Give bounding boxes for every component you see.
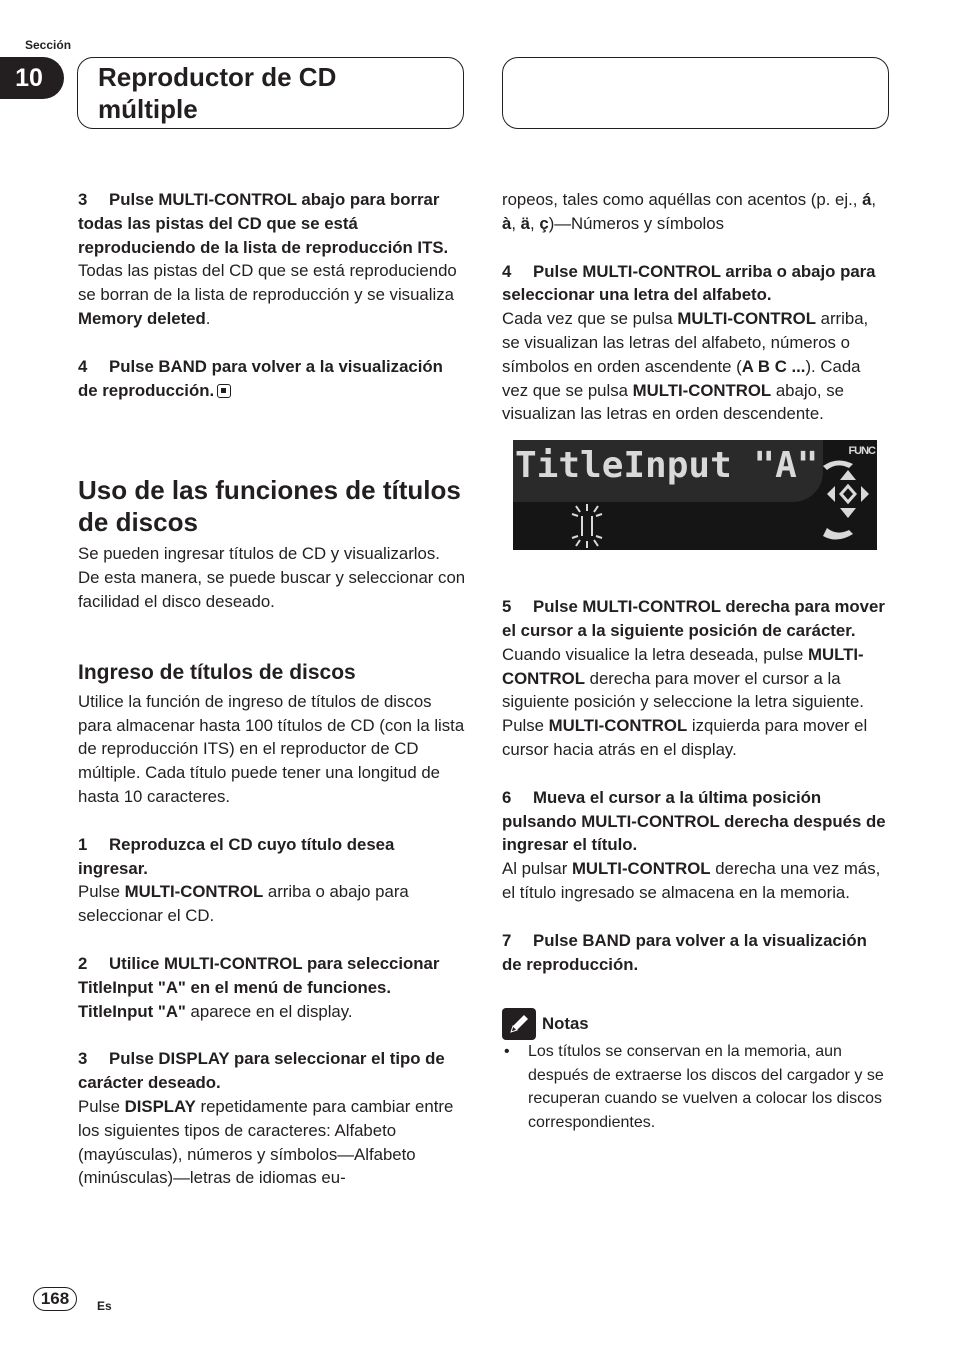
continued-text: ropeos, tales como aquéllas con acentos (p. ej., á, à, ä, ç)—Números y símbolos	[502, 190, 877, 233]
multi-control-pad-icon	[819, 458, 877, 540]
body-text: arriba o abajo para seleccionar el CD.	[78, 882, 409, 926]
step-3-title	[78, 1047, 466, 1095]
body-text: repetidamente para cambiar entre los siguientes tipos de caracteres: Alfabeto (mayúsculas), números y símbolos—Alfabeto (minúsculas)—letras de idiomas eu-	[78, 1096, 454, 1188]
end-mark-icon	[217, 384, 231, 398]
body-text: Pulse	[78, 882, 125, 902]
section-title: Reproductor de CD múltiple	[98, 62, 337, 124]
step-5-title	[502, 595, 890, 643]
page-number: 168	[33, 1287, 77, 1311]
step-2-body	[78, 1000, 466, 1024]
left-column	[78, 188, 466, 1190]
button-name: MULTI-CONTROL	[502, 644, 864, 688]
notes-header	[502, 1008, 890, 1040]
body-text: derecha una vez más, el título ingresado se almacena en la memoria.	[502, 859, 881, 902]
step-text: Pulse MULTI-CONTROL abajo para borrar todas las pistas del CD que se está reproduciendo de la lista de reproducción ITS.	[78, 190, 449, 257]
notes-title: Notas	[542, 1014, 589, 1034]
empty-header-box	[502, 57, 889, 129]
body-text: izquierda para mover el cursor hacia atrás en el display.	[502, 716, 868, 759]
body-text: ropeos, tales como aquéllas con acentos (p. ej.,	[502, 190, 863, 209]
body-text: ). Cada vez que se pulsa	[502, 356, 861, 400]
step-number: 7	[502, 930, 512, 950]
step-4-body	[502, 307, 890, 426]
step-7-title	[502, 929, 890, 977]
blinking-cursor-icon	[568, 502, 606, 548]
right-column	[502, 188, 890, 1134]
step-4-title	[502, 260, 890, 308]
lcd-func-label: FUNC	[848, 445, 875, 458]
body-text: Pulse	[78, 1096, 125, 1116]
step-text: Reproduzca el CD cuyo título desea ingresar.	[78, 834, 395, 878]
body-text: .	[205, 308, 211, 328]
heading-title-functions: Uso de las funciones de títulos de discos	[78, 475, 461, 538]
pencil-icon	[502, 1008, 536, 1040]
step-1-title	[78, 833, 466, 881]
step-text: Pulse BAND para volver a la visualización de reproducción.	[502, 930, 867, 974]
subheading-body: Utilice la función de ingreso de títulos de discos para almacenar hasta 100 títulos de CD (con la lista de reproducción ITS) en el reproductor de CD múltiple. Cada título puede tener una longitud de hasta 10 caracteres.	[78, 691, 465, 806]
step-text: Utilice MULTI-CONTROL para seleccionar TitleInput "A" en el menú de funciones.	[78, 953, 440, 997]
lcd-display-image	[513, 440, 877, 550]
body-text: derecha para mover el cursor a la siguiente posición y seleccione la letra siguiente. Pulse	[502, 668, 864, 736]
step-1-body	[78, 880, 466, 928]
step-6-title	[502, 786, 890, 857]
step-3-body	[78, 1095, 466, 1190]
body-text: Cada vez que se pulsa	[502, 309, 678, 329]
subheading-title-input: Ingreso de títulos de discos	[78, 660, 356, 684]
button-name: MULTI-CONTROL	[677, 309, 816, 329]
accent-char: á	[862, 190, 872, 209]
step-5-body	[502, 643, 890, 762]
step-2-title	[78, 952, 466, 1000]
step-4-band-title	[78, 355, 466, 403]
display-message: TitleInput "A"	[78, 1001, 186, 1021]
body-text: arriba, se visualizan las letras del alfabeto, números o símbolos en orden ascendente (	[502, 309, 869, 376]
sequence-text: A B C ...	[741, 356, 806, 376]
body-text: aparece en el display.	[185, 1001, 353, 1021]
accent-char: ç	[539, 213, 549, 233]
button-name: MULTI-CONTROL	[548, 716, 688, 736]
step-text: Mueva el cursor a la última posición pulsando MULTI-CONTROL derecha después de ingresar el título.	[502, 787, 886, 855]
step-text: Pulse MULTI-CONTROL arriba o abajo para seleccionar una letra del alfabeto.	[502, 261, 876, 305]
lcd-text: TitleInput "A"	[515, 445, 819, 487]
accent-char: ä	[520, 213, 531, 233]
accent-char: à	[502, 213, 512, 233]
note-item: • Los títulos se conservan en la memoria, aun después de extraerse los discos del cargador y se recuperan cuando se vuelven a colocar los discos correspondientes.	[502, 1040, 890, 1134]
step-number: 4	[502, 261, 512, 281]
step-number: 3	[78, 1049, 88, 1069]
button-name: DISPLAY	[124, 1096, 196, 1116]
step-number: 3	[78, 190, 88, 209]
display-message: Memory deleted	[78, 308, 206, 328]
step-text: Pulse DISPLAY para seleccionar el tipo de carácter deseado.	[78, 1049, 445, 1093]
section-number-tab: 10	[0, 57, 64, 99]
body-text: abajo, se visualizan las letras en orden descendente.	[502, 380, 844, 424]
section-title-box	[77, 57, 464, 129]
step-number: 4	[78, 356, 88, 376]
step-text: Pulse MULTI-CONTROL derecha para mover el cursor a la siguiente posición de carácter.	[502, 597, 885, 640]
step-6-body	[502, 857, 890, 905]
section-label: Sección	[25, 38, 72, 52]
step-number: 6	[502, 787, 512, 807]
step-number: 2	[78, 953, 88, 973]
body-text: Cuando visualice la letra deseada, pulse	[502, 644, 808, 664]
body-text: Al pulsar	[502, 859, 572, 879]
body-text: Todas las pistas del CD que se está reproduciendo se borran de la lista de reproducción y se visualiza	[78, 261, 457, 305]
language-code: Es	[97, 1299, 112, 1313]
button-name: MULTI-CONTROL	[571, 859, 711, 879]
button-name: MULTI-CONTROL	[124, 882, 264, 902]
button-name: MULTI-CONTROL	[632, 380, 772, 400]
heading-intro: Se pueden ingresar títulos de CD y visualizarlos. De esta manera, se puede buscar y seleccionar con facilidad el disco deseado.	[78, 544, 466, 611]
step-number: 1	[78, 834, 88, 854]
body-text: )—Números y símbolos	[548, 213, 724, 233]
step-3-its-body	[78, 259, 466, 330]
step-number: 5	[502, 597, 512, 617]
step-text: Pulse BAND para volver a la visualización de reproducción.	[78, 356, 443, 400]
step-3-its-title	[78, 188, 466, 259]
